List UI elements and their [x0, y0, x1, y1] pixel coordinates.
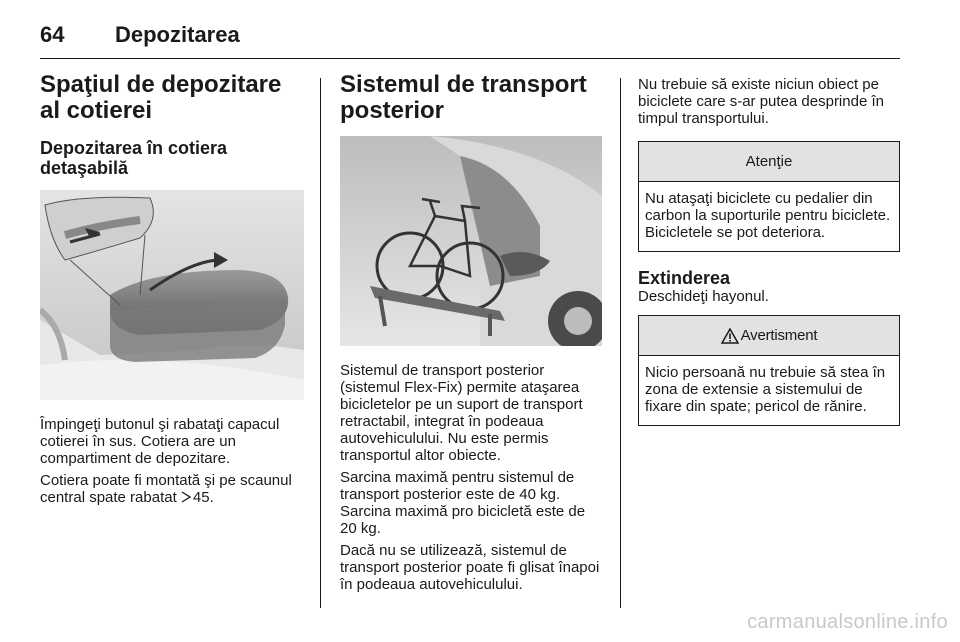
notice-text: Nu ataşaţi biciclete cu pedalier din carbon la suporturile pentru biciclete. Bicicletele se pot deteriora. [645, 190, 891, 241]
page-header [40, 14, 900, 54]
section-title-rear-carrier: Sistemul de transport posterior [340, 71, 587, 124]
column-rear-carrier-continued [638, 72, 900, 426]
subsection-title-extending: Extinderea [638, 268, 731, 288]
rear-carrier-description: Sistemul de transport posterior (sistemul Flex-Fix) permite ataşarea bicicletelor pe un suport de transport retractabil, integrat în podeaua autovehiculului. Nu este permis transportul altor obiecte. [340, 362, 583, 464]
page-reference-arrow-icon [181, 491, 191, 503]
warning-triangle-icon [721, 328, 739, 344]
subsection-title-detachable-armrest: Depozitarea în cotiera detaşabilă [40, 138, 228, 178]
page-title: Depozitarea [115, 22, 240, 47]
header-rule [40, 58, 900, 59]
loose-objects-note: Nu trebuie să existe niciun obiect pe biciclete care s-ar putea desprinde în timpul transportului. [638, 76, 884, 127]
page-number: 64 [40, 22, 65, 47]
armrest-illustration [40, 190, 304, 400]
rear-carrier-max-load: Sarcina maximă pentru sistemul de transport posterior este de 40 kg. Sarcina maximă pro bicicletă este de 20 kg. [340, 469, 586, 537]
warning-box [638, 315, 900, 426]
rear-carrier-retract-note: Dacă nu se utilizează, sistemul de transport posterior poate fi glisat înapoi în podeaua autovehiculului. [340, 542, 600, 593]
column-rear-carrier [340, 72, 602, 593]
warning-heading: Avertisment [639, 316, 899, 356]
notice-box [638, 141, 900, 252]
watermark: carmanualsonline.info [747, 611, 948, 633]
column-divider [320, 78, 321, 608]
armrest-instructions: Împingeţi butonul şi rabataţi capacul cotierei în sus. Cotiera are un compartiment de depozitare. [40, 416, 280, 467]
section-title-armrest: Spaţiul de depozitare al cotierei [40, 71, 282, 124]
notice-heading: Atenţie [639, 142, 899, 182]
armrest-center-seat-note: Cotiera poate fi montată şi pe scaunul central spate rabatat 45. [40, 472, 292, 506]
warning-text: Nicio persoană nu trebuie să stea în zona de extensie a sistemului de fixare din spate; pericol de rănire. [645, 364, 886, 415]
extending-instruction: Deschideţi hayonul. [638, 288, 769, 305]
rear-carrier-bicycle-illustration [340, 136, 602, 346]
column-divider [620, 78, 621, 608]
column-armrest [40, 72, 304, 506]
